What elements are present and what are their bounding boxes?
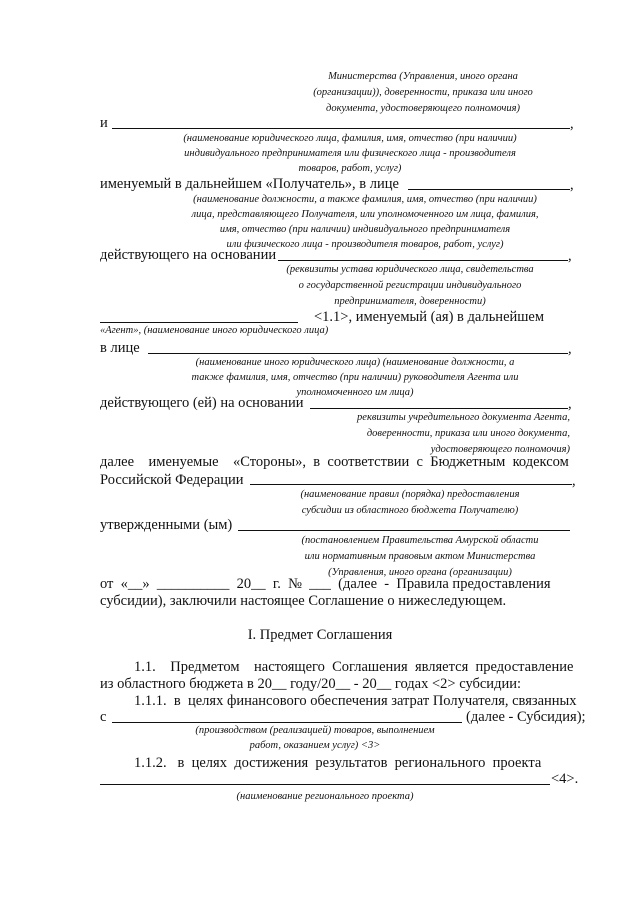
approved-note-1: (постановлением Правительства Амурской области (301, 535, 539, 546)
acting-basis: действующего на основании (100, 247, 277, 263)
recipient-line: именуемый в дальнейшем «Получатель», в лице (100, 176, 399, 192)
and-note-2: индивидуального предпринимателя или физического лица - производителя (184, 148, 516, 159)
top-note-2: (организации)), доверенности, приказа или иного (313, 87, 533, 98)
recipient-note-3: имя, отчество (при наличии) индивидуального предпринимателя (219, 224, 511, 235)
p112-blank-line (100, 784, 550, 785)
parties-line-2: Российской Федерации (100, 472, 244, 488)
and-note-1: (наименование юридического лица, фамилия, имя, отчество (при наличии) (183, 133, 517, 144)
approved-note-3: (Управления, иного органа (организации) (328, 567, 512, 578)
approved-label: утвержденными (ым) (100, 517, 233, 533)
p111-with: с (100, 709, 107, 725)
concluded-line: субсидии), заключили настоящее Соглашение о нижеследующем. (100, 593, 507, 609)
acting-note-2: о государственной регистрации индивидуального (298, 280, 522, 291)
parties-line-1: далее именуемые «Стороны», в соответствии с Бюджетным кодексом (100, 454, 569, 470)
p112-tail: <4>. (551, 771, 579, 787)
person-note-2: также фамилия, имя, отчество (при наличии) руководителя Агента или (191, 372, 519, 383)
agent-tail: <1.1>, именуемый (ая) в дальнейшем (314, 309, 545, 325)
rules-name-line (250, 484, 572, 485)
in-person-line (148, 353, 568, 354)
and-word: и (100, 115, 108, 131)
p112-note: (наименование регионального проекта) (236, 791, 414, 802)
person-note-1: (наименование иного юридического лица) (наименование должности, а (195, 357, 515, 368)
top-note-3: документа, удостоверяющего полномочия) (326, 103, 520, 114)
entity-name-line (112, 128, 570, 129)
person-note-3: уполномоченного им лица) (296, 387, 414, 398)
agent-name-line (100, 322, 298, 323)
basis2-note-1: реквизиты учредительного документа Агента, (357, 412, 570, 423)
agent-caption: «Агент», (наименование иного юридического лица) (100, 325, 329, 336)
acting-note-1: (реквизиты устава юридического лица, свидетельства (286, 264, 534, 275)
recipient-note-4: или физического лица - производителя товаров, работ, услуг) (226, 239, 504, 250)
p111-blank-line (112, 722, 462, 723)
acting-basis-line (278, 260, 568, 261)
recipient-blank-line (408, 189, 570, 190)
in-person: в лице (100, 340, 140, 356)
recipient-note-1: (наименование должности, а также фамилия, имя, отчество (при наличии) (193, 194, 537, 205)
rules-note-1: (наименование правил (порядка) предоставления (300, 489, 520, 500)
p111-line-1: 1.1.1. в целях финансового обеспечения затрат Получателя, связанных (134, 693, 577, 709)
rules-note-2: субсидии из областного бюджета Получателю) (301, 505, 519, 516)
acting-basis-2-line (310, 408, 568, 409)
p111-note-2: работ, оказанием услуг) <3> (249, 740, 381, 751)
recipient-note-2: лица, представляющего Получателя, или уполномоченного им лица, фамилия, (191, 209, 539, 220)
acting-note-3: предпринимателя, доверенности) (334, 296, 486, 307)
p111-tail: (далее - Субсидия); (466, 709, 586, 725)
approved-line (238, 530, 570, 531)
p111-note-1: (производством (реализацией) товаров, выполнением (195, 725, 435, 736)
basis2-note-2: доверенности, приказа или иного документа, (366, 428, 570, 439)
p11-line-2: из областного бюджета в 20__ году/20__ - 20__ годах <2> субсидии: (100, 676, 521, 692)
p11-line-1: 1.1. Предметом настоящего Соглашения является предоставление (134, 659, 574, 675)
comma: , (570, 116, 574, 132)
and-note-3: товаров, работ, услуг) (298, 163, 402, 174)
approved-note-2: или нормативным правовым актом Министерства (304, 551, 536, 562)
document-page: Министерства (Управления, иного органа (организации)), доверенности, приказа или иного документа, удостоверяющего полномочия) и , (наименование юридического лица, фамилия, имя, отчество (при наличии) индивидуального предпринимателя или физического лица - производителя товаров, работ, услуг) именуемый в дальнейшем «Получатель», в лице , (наименование должности, а также фамилия, имя, отчество (при наличии) лица, представляющего Получателя, или уполномоченного им лица, фамилия, имя, отчество (при наличии) индивидуального предпринимателя или физического лица - производителя товаров, работ, услуг) действующего на основании , (реквизиты устава юридического лица, свидетельства о государственной регистрации индивидуального предпринимателя, доверенности) <1.1>, именуемый (ая) в дальнейшем «Агент», (наименование иного юридического лица) в лице , (наименование иного юридического лица) (наименование должности, а также фамилия, имя, отчество (при наличии) руководителя Агента или уполномоченного им лица) действующего (ей) на основании , реквизиты учредительного документа Агента, доверенности, приказа или иного документа, удостоверяющего полномочия) далее именуемые «Стороны», в соответствии с Бюджетным кодексом Российской Федерации , (наименование правил (порядка) предоставления субсидии из областного бюджета Получателю) утвержденными (ым) (постановлением Правительства Амурской области или нормативным правовым актом Министерства (Управления, иного органа (организации) от «__» __________ 20__ г. № ___ (далее - Правила предоставления субсидии), заключили настоящее Соглашение о нижеследующем. I. Предмет Соглашения 1.1. Предметом настоящего Соглашения является предоставление из областного бюджета в 20__ году/20__ - 20__ годах <2> субсидии: 1.1.1. в целях финансового обеспечения затрат Получателя, связанных с (далее - Субсидия); (производством (реализацией) товаров, выполнением работ, оказанием услуг) <3> 1.1.2. в целях достижения результатов регионального проекта <4>. (наименование регионального проекта) (0, 0, 640, 905)
basis2-note-3: удостоверяющего полномочия) (430, 444, 570, 455)
section-title: I. Предмет Соглашения (247, 627, 393, 643)
top-note-1: Министерства (Управления, иного органа (328, 71, 518, 82)
date-line: от «__» __________ 20__ г. № ___ (далее - Правила предоставления (100, 576, 551, 592)
p112-line-1: 1.1.2. в целях достижения результатов регионального проекта (134, 755, 542, 771)
acting-basis-2: действующего (ей) на основании (100, 395, 304, 411)
